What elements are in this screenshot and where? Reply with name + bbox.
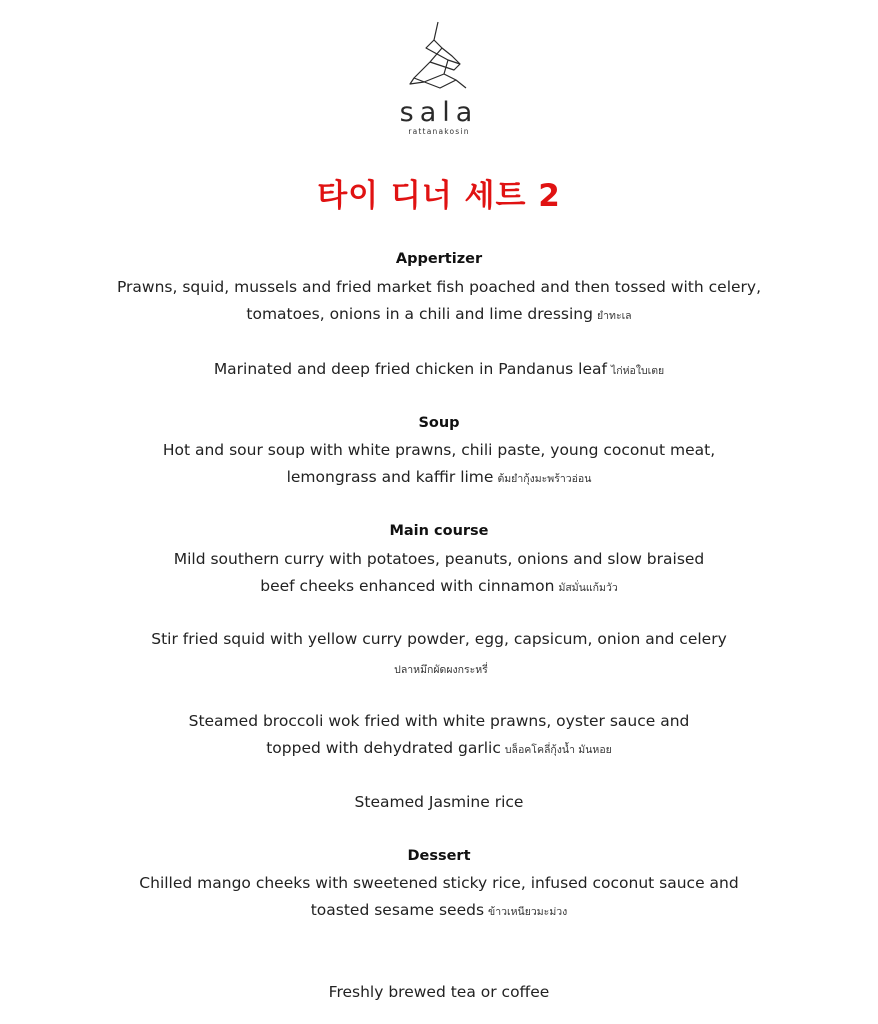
menu-item-text: lemongrass and kaffir lime bbox=[286, 468, 494, 486]
page-title: 타이 디너 세트 2 bbox=[317, 178, 561, 214]
menu-item-text: beef cheeks enhanced with cinnamon bbox=[260, 577, 555, 595]
menu-item-line bbox=[0, 901, 878, 920]
logo-subtitle: rattanakosin bbox=[408, 127, 470, 136]
thai-name: ไก่ห่อใบเตย bbox=[610, 365, 665, 377]
thai-name: บล็อคโคลี่กุ้งน้ำ มันหอย bbox=[504, 744, 612, 756]
footer-note: Freshly brewed tea or coffee bbox=[328, 983, 550, 1001]
thai-name: มัสมั่นแก้มวัว bbox=[558, 582, 618, 594]
logo bbox=[0, 18, 878, 136]
section-heading-soup: Soup bbox=[418, 415, 460, 431]
menu-item-line bbox=[0, 659, 878, 678]
menu-item-line: Stir fried squid with yellow curry powder, egg, capsicum, onion and celery bbox=[151, 630, 727, 648]
menu-item-line bbox=[0, 577, 878, 596]
thai-name: ปลาหมึกผัดผงกระหรี่ bbox=[394, 664, 488, 676]
menu-item-text: tomatoes, onions in a chili and lime dressing bbox=[246, 305, 593, 323]
menu-item-text: toasted sesame seeds bbox=[310, 901, 485, 919]
menu-item-line: Hot and sour soup with white prawns, chili paste, young coconut meat, bbox=[162, 441, 716, 459]
menu-item-line: Prawns, squid, mussels and fried market fish poached and then tossed with celery, bbox=[116, 278, 762, 296]
menu-item-text: Marinated and deep fried chicken in Pandanus leaf bbox=[213, 360, 607, 378]
logo-mark-icon bbox=[404, 18, 474, 98]
section-heading-main-course: Main course bbox=[389, 523, 489, 539]
logo-name: sala bbox=[399, 97, 479, 128]
section-heading-dessert: Dessert bbox=[407, 848, 471, 864]
thai-name: ข้าวเหนียวมะม่วง bbox=[488, 906, 568, 918]
menu-item-line: Mild southern curry with potatoes, peanuts, onions and slow braised bbox=[173, 550, 705, 568]
menu-item-line bbox=[0, 739, 878, 758]
menu-item-line bbox=[0, 305, 878, 324]
menu-item-text: topped with dehydrated garlic bbox=[266, 739, 501, 757]
menu-item-line bbox=[0, 468, 878, 487]
menu-item-line: Steamed Jasmine rice bbox=[354, 793, 524, 811]
section-heading-appetizer: Appertizer bbox=[395, 251, 483, 267]
menu-item-line: Steamed broccoli wok fried with white prawns, oyster sauce and bbox=[188, 712, 690, 730]
menu-item-line: Chilled mango cheeks with sweetened sticky rice, infused coconut sauce and bbox=[139, 874, 739, 892]
menu-item-line bbox=[0, 360, 878, 379]
thai-name: ต้มยำกุ้งมะพร้าวอ่อน bbox=[497, 473, 592, 485]
thai-name: ยำทะเล bbox=[596, 310, 632, 322]
